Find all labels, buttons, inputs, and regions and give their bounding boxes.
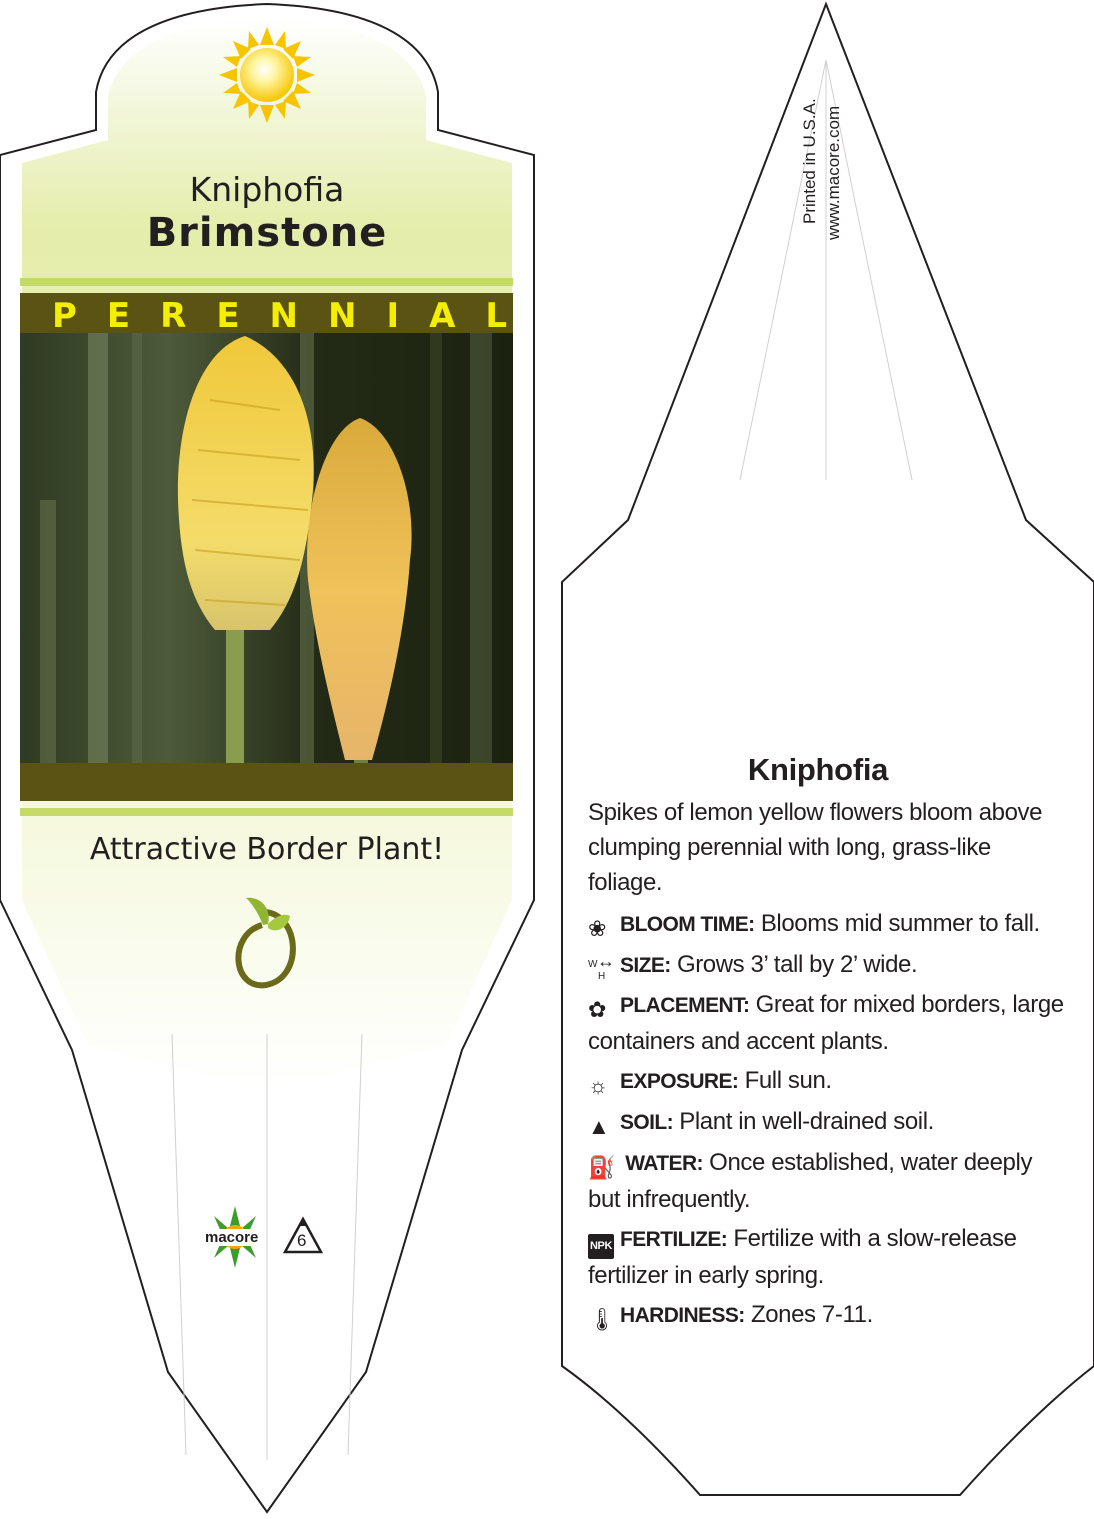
soil-row <box>588 1104 1068 1141</box>
website-text: www.macore.com <box>824 105 843 240</box>
sun-icon <box>219 27 315 123</box>
bloom-time-row <box>588 906 1068 943</box>
water-row <box>588 1145 1068 1217</box>
thermometer-icon: 🌡 <box>588 1307 616 1332</box>
soil-mound-icon: ▲ <box>588 1114 610 1139</box>
fertilize-value: Fertilize with a slow-release fertilizer in early spring. <box>588 1225 1017 1289</box>
size-arrows-icon: W ↔ H <box>588 951 615 982</box>
recycle-6-icon <box>282 1216 324 1258</box>
size-label: SIZE: <box>620 954 671 977</box>
placement-label: PLACEMENT: <box>620 994 750 1017</box>
size-row <box>588 947 1068 983</box>
tagline: Attractive Border Plant! <box>89 832 445 867</box>
printed-in-text: Printed in U.S.A. <box>800 98 819 224</box>
soil-value: Plant in well-drained soil. <box>673 1108 934 1135</box>
plant-genus: Kniphofia <box>189 170 345 209</box>
printed-info <box>800 76 843 240</box>
plant-description: Spikes of lemon yellow flowers bloom above clumping perennial with long, grass-like foliage. <box>588 799 1043 896</box>
water-value: Once established, water deeply but infrequently. <box>588 1149 1033 1213</box>
hardiness-row <box>588 1297 1068 1334</box>
care-info <box>588 752 1068 1338</box>
recycle-code: 6 <box>297 1231 307 1250</box>
placement-value: Great for mixed borders, large containers and accent plants. <box>588 991 1064 1055</box>
npk-icon <box>588 1230 620 1258</box>
sun-outline-icon: ☼ <box>588 1073 608 1098</box>
bloom-time-value: Blooms mid summer to fall. <box>754 910 1040 937</box>
hardiness-value: Zones 7-11. <box>744 1301 873 1328</box>
flowers-placement-icon: ✿ <box>588 997 607 1022</box>
macore-logo-text: macore <box>205 1229 259 1246</box>
water-label: WATER: <box>620 1152 703 1175</box>
flower-photo <box>20 333 513 763</box>
exposure-label: EXPOSURE: <box>620 1070 739 1093</box>
macore-logo <box>202 1204 268 1270</box>
npk-label: NPK <box>588 1234 614 1259</box>
fertilize-label: FERTILIZE: <box>620 1228 728 1251</box>
exposure-value: Full sun. <box>738 1067 832 1094</box>
exposure-row <box>588 1063 1068 1100</box>
size-value: Grows 3’ tall by 2’ wide. <box>670 951 918 978</box>
back-heading: Kniphofia <box>747 752 889 787</box>
flower-icon: ❀ <box>588 916 607 941</box>
category-label: PERENNIAL <box>52 296 538 336</box>
fertilize-row <box>588 1221 1068 1293</box>
watering-can-icon: ⛽ <box>588 1155 615 1180</box>
plant-cultivar-title: Brimstone <box>146 210 388 256</box>
placement-row <box>588 987 1068 1059</box>
soil-label: SOIL: <box>620 1111 673 1134</box>
bloom-time-label: BLOOM TIME: <box>620 913 755 936</box>
hardiness-label: HARDINESS: <box>620 1304 745 1327</box>
